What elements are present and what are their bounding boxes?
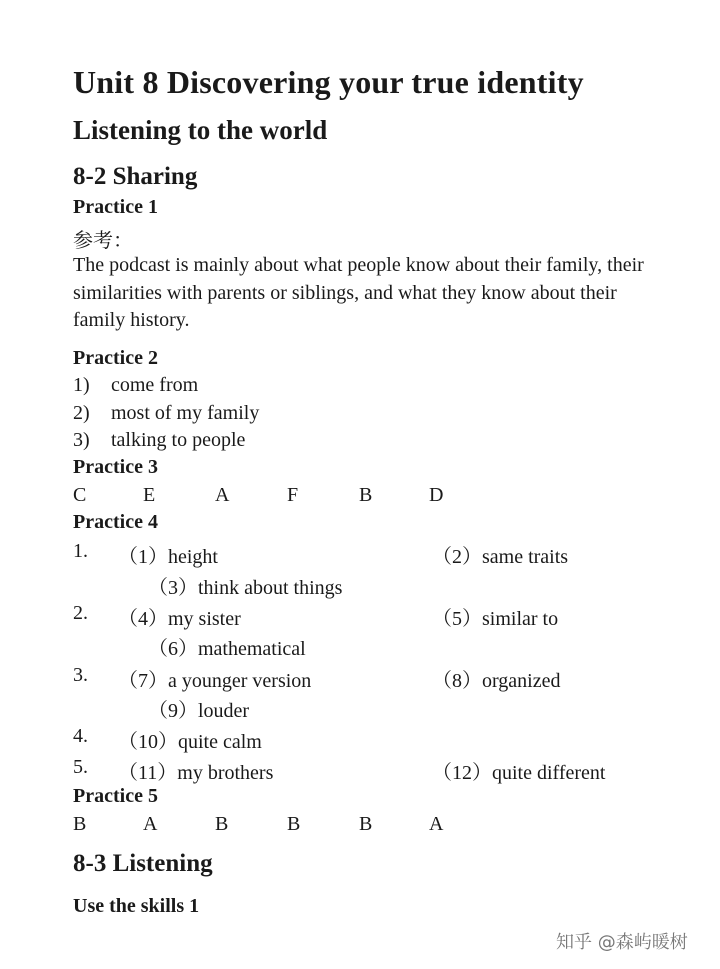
answer: （3）think about things <box>148 577 343 599</box>
practice5-answer: B <box>287 813 301 835</box>
item-number: 2) <box>73 402 90 424</box>
practice5-answer: A <box>429 813 444 835</box>
question-number: 2. <box>73 602 88 624</box>
answer: （10）quite calm <box>118 731 262 753</box>
answer: （2）same traits <box>432 546 569 568</box>
practice3-heading: Practice 3 <box>73 456 158 478</box>
listening-heading: 8-3 Listening <box>73 850 213 877</box>
practice4-heading: Practice 4 <box>73 511 158 533</box>
item-number: 1) <box>73 374 90 396</box>
answer: （1）height <box>118 546 218 568</box>
item-text: most of my family <box>111 402 260 424</box>
unit-title: Unit 8 Discovering your true identity <box>73 64 584 100</box>
answer: （8）organized <box>432 670 561 692</box>
practice2-item <box>73 402 259 425</box>
item-text: talking to people <box>111 429 246 451</box>
practice1-heading: Practice 1 <box>73 196 158 218</box>
practice3-answer: B <box>359 484 373 506</box>
practice3-answer: D <box>429 484 444 506</box>
item-text: come from <box>111 374 199 396</box>
practice2-item <box>73 374 198 397</box>
answer: （9）louder <box>148 700 250 722</box>
question-number: 1. <box>73 540 88 562</box>
practice5-answer: B <box>215 813 229 835</box>
reference-label: 参考： <box>73 230 133 252</box>
answer: （12）quite different <box>432 762 606 784</box>
item-number: 3) <box>73 429 90 451</box>
practice5-answer: A <box>143 813 158 835</box>
answer: （11）my brothers <box>118 762 274 784</box>
practice5-heading: Practice 5 <box>73 785 158 807</box>
practice3-answer: F <box>287 484 299 506</box>
section-title: Listening to the world <box>73 115 328 145</box>
answer: （4）my sister <box>118 608 241 630</box>
question-number: 5. <box>73 756 88 778</box>
question-number: 4. <box>73 725 88 747</box>
practice5-answer: B <box>359 813 373 835</box>
practice1-text: The podcast is mainly about what people know about their family, their similarities with parents or siblings, and what they know about their family history. <box>73 254 644 331</box>
sharing-heading: 8-2 Sharing <box>73 163 198 190</box>
use-skills-heading: Use the skills 1 <box>73 895 200 917</box>
answer: （5）similar to <box>432 608 559 630</box>
practice3-answer: E <box>143 484 156 506</box>
practice5-answer: B <box>73 813 87 835</box>
watermark: 知乎 @森屿暖树 <box>556 932 688 953</box>
practice3-answer: C <box>73 484 87 506</box>
practice2-heading: Practice 2 <box>73 347 158 369</box>
practice3-answer: A <box>215 484 230 506</box>
question-number: 3. <box>73 664 88 686</box>
answer: （7）a younger version <box>118 670 312 692</box>
answer: （6）mathematical <box>148 638 306 660</box>
practice2-item <box>73 429 245 452</box>
